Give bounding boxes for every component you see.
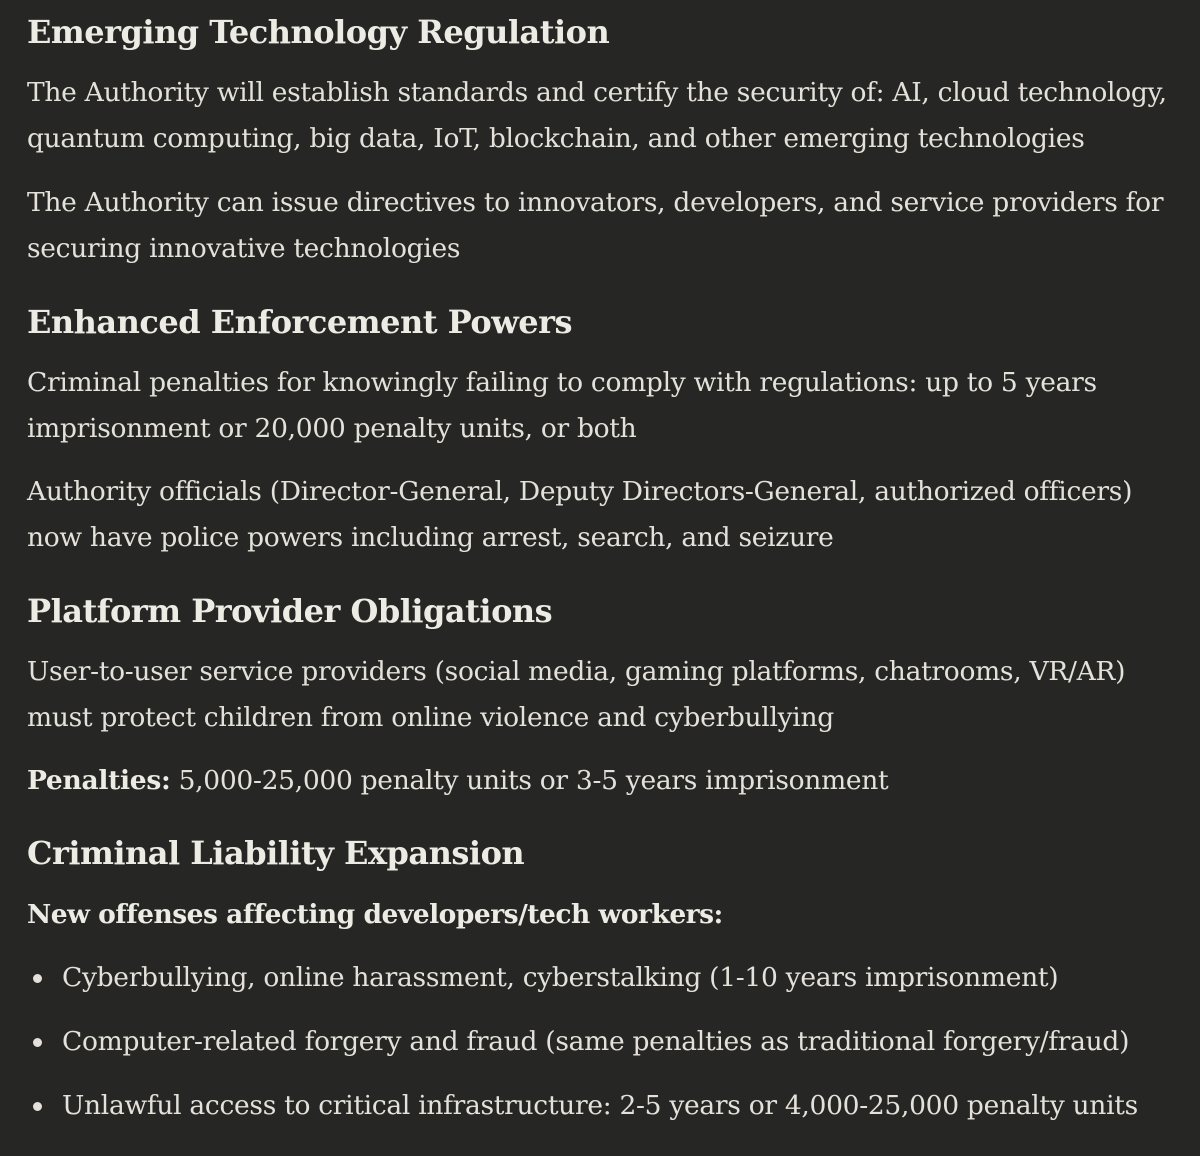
paragraph-criminal-penalties: Criminal penalties for knowingly failing to comply with regulations: up to 5 years imprisonment or 20,000 penalty units, or both — [27, 367, 1097, 444]
paragraph-police-powers: Authority officials (Director-General, Deputy Directors-General, authorized officers) now have police powers including arrest, search, and seizure — [27, 476, 1133, 553]
heading-emerging-technology-regulation: Emerging Technology Regulation — [27, 13, 610, 51]
paragraph-user-to-user-providers: User-to-user service providers (social media, gaming platforms, chatrooms, VR/AR) must protect children from online violence and cyberbullying — [27, 656, 1126, 733]
bullet-icon — [33, 1038, 42, 1047]
paragraph-standards-certification: The Authority will establish standards and certify the security of: AI, cloud technology, quantum computing, big data, IoT, blockchain, and other emerging technologies — [27, 77, 1167, 154]
paragraph-issue-directives: The Authority can issue directives to innovators, developers, and service providers for securing innovative technologies — [27, 187, 1164, 264]
lead-new-offenses: New offenses affecting developers/tech workers: — [27, 899, 723, 930]
penalties-label: Penalties: — [27, 765, 171, 796]
heading-criminal-liability-expansion: Criminal Liability Expansion — [27, 834, 525, 872]
heading-platform-provider-obligations: Platform Provider Obligations — [27, 592, 553, 630]
list-item-text: Computer-related forgery and fraud (same penalties as traditional forgery/fraud) — [62, 1026, 1130, 1057]
bullet-icon — [33, 974, 42, 983]
bullet-icon — [33, 1102, 42, 1111]
offenses-list — [27, 955, 1187, 1129]
list-item — [27, 1083, 1187, 1129]
list-item — [27, 1019, 1187, 1065]
list-item-text: Cyberbullying, online harassment, cyberstalking (1-10 years imprisonment) — [62, 962, 1059, 993]
list-item-text: Unlawful access to critical infrastructure: 2-5 years or 4,000-25,000 penalty units — [62, 1090, 1138, 1121]
paragraph-penalties — [27, 758, 1187, 804]
list-item — [27, 955, 1187, 1001]
heading-enhanced-enforcement-powers: Enhanced Enforcement Powers — [27, 303, 572, 341]
penalties-text: 5,000-25,000 penalty units or 3-5 years imprisonment — [170, 765, 889, 796]
